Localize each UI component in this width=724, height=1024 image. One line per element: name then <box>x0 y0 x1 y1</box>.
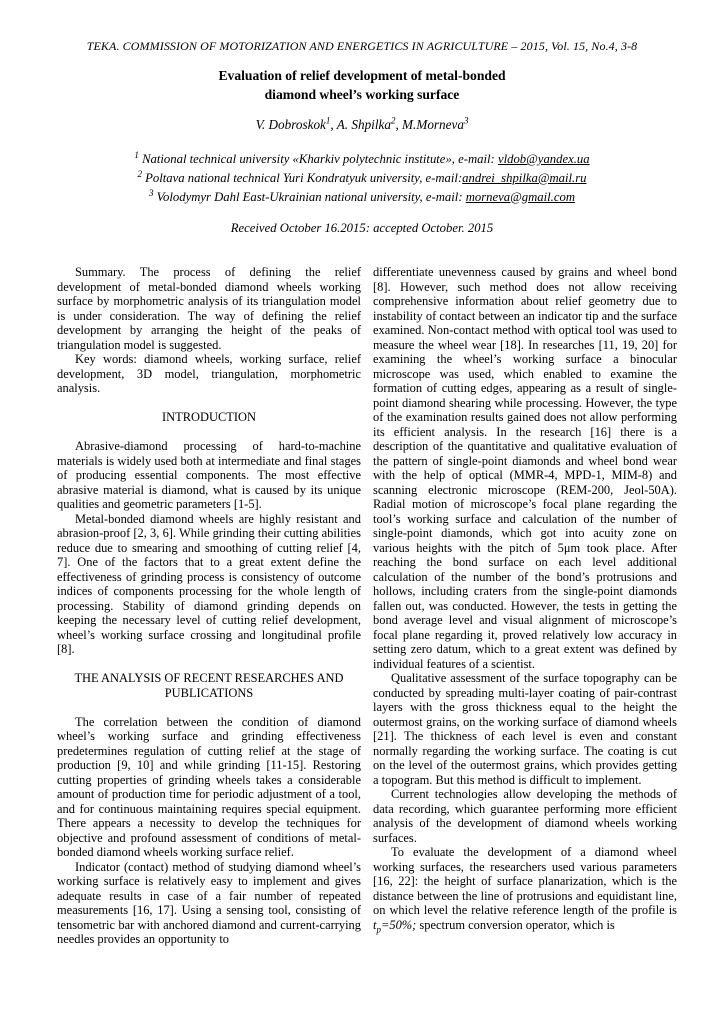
left-column <box>57 265 361 947</box>
topography-paragraph: Qualitative assessment of the surface topography can be conducted by spreading multi-layer coating of pair-contrast layers with the gross thickness equal to the height the outermost grains, on the working surface of diamond wheels [21]. The thickness of each level is even and constant normally regarding the working surface. The coating is cut on the level of the outermost grains, which provides getting a topogram. But this method is difficult to implement. <box>373 671 677 787</box>
affiliation-1-text: National technical university «Kharkiv polytechnic institute», e-mail: <box>138 152 498 166</box>
author-3-name: , M.Morneva <box>395 117 464 132</box>
introduction-paragraph-1: Abrasive-diamond processing of hard-to-machine materials is widely used both at intermediate and final stages of producing essential components. The most effective abrasive material is diamond, what is caused by its unique qualities and geometric parameters [1-5]. <box>57 439 361 511</box>
affiliation-1 <box>40 150 684 169</box>
continuation-paragraph: differentiate unevenness caused by grains and wheel bond [8]. However, such method does not allow receiving comprehensive information about relief geometry due to instability of contact between an indicator tip and the surface examined. Non-contact method with optical tool was used to measure the wheel wear [18]. In researches [11, 19, 20] for examining the wheel’s working surface a binocular microscope was used, which enabled to examine the formation of cutting edges, appearing as a result of single-point diamond shearing while processing. However, the type of the examination results gained does not allow performing its efficient analysis. In the research [16] there is a description of the quantitative and qualitative evaluation of the pattern of single-point diamonds and wheel bond wear with the help of optical (MMR-4, MPD-1, MIM-8) and scanning electronic microscope (REM-200, Jeol-50A). Radial motion of microscope’s focal plane regarding the tool’s working surface and calculation of the number of single-point diamonds, which got into acuity zone on various heights with the pitch of 5μm took place. After reaching the bond surface on each level additional calculation of the number of the bond’s protrusions and hollows, including craters from the single-point diamonds fallen out, was conducted. However, the tests in getting the bond average level and visual alignment of microscope’s focal plane regarding it, proved relatively low accuracy in setting zero datum, which to a great extent was defined by individual features of a scientist. <box>373 265 677 671</box>
current-technologies-paragraph: Current technologies allow developing the methods of data recording, which guarantee performing more efficient analysis of the development of diamond wheels working surfaces. <box>373 787 677 845</box>
section-heading-analysis: THE ANALYSIS OF RECENT RESEARCHES AND PUBLICATIONS <box>74 671 344 700</box>
affiliation-1-num: 1 <box>134 149 139 160</box>
analysis-paragraph-2: Indicator (contact) method of studying diamond wheel’s working surface is relatively easy to implement and gives adequate results in case of a fair number of repeated measurements [16, 17]. Using a sensing tool, consisting of tensometric bar with anchored diamond and current-carrying needles provides an opportunity to <box>57 859 361 946</box>
affiliations-block <box>40 150 684 206</box>
evaluate-parameters-paragraph <box>373 845 677 932</box>
author-1-name: V. Dobroskok <box>255 117 326 132</box>
affiliation-3-num: 3 <box>149 187 154 198</box>
right-column <box>373 265 677 932</box>
author-3-sup: 3 <box>463 115 469 126</box>
paper-title-line-1: Evaluation of relief development of metal-bonded <box>218 68 506 83</box>
received-accepted-line: Received October 16.2015: accepted October. 2015 <box>230 221 494 235</box>
affiliation-2-text: Poltava national technical Yuri Kondratyuk university, e-mail: <box>141 170 463 185</box>
author-1-sup: 1 <box>325 115 331 126</box>
formula-equals-value: =50%; <box>380 917 417 932</box>
affiliation-2-email-link[interactable]: andrei_shpilka@mail.ru <box>462 170 587 185</box>
author-2-name: , A. Shpilka <box>330 117 391 132</box>
affiliation-3 <box>40 188 684 207</box>
evaluate-paragraph-text-post: spectrum conversion operator, which is <box>416 917 615 932</box>
keywords-paragraph: Key words: diamond wheels, working surface, relief development, 3D model, triangulation, morphometric analysis. <box>57 352 361 395</box>
journal-header: TEKA. COMMISSION OF MOTORIZATION AND ENERGETICS IN AGRICULTURE – 2015, Vol. 15, No.4, 3-8 <box>86 39 638 53</box>
formula-subscript: p <box>376 923 381 934</box>
affiliation-3-email-link[interactable]: morneva@gmail.com <box>465 189 575 204</box>
introduction-paragraph-2: Metal-bonded diamond wheels are highly resistant and abrasion-proof [2, 3, 6]. While grinding their cutting abilities reduce due to smearing and smoothing of cutting relief [4, 7]. One of the factors that to a great extent define the effectiveness of grinding process is consistency of outcome indices of components processing for the whole length of processing. Stability of diamond grinding depends on keeping the necessary level of cutting relief development, wheel’s working surface crossing and longitudinal profile [8]. <box>57 511 361 656</box>
affiliation-1-email-link[interactable]: vldob@yandex.ua <box>497 152 590 166</box>
section-heading-introduction: INTRODUCTION <box>162 410 256 424</box>
summary-paragraph: Summary. The process of defining the relief development of metal-bonded diamond wheels working surface by morphometric analysis of its triangulation model is under consideration. The way of defining the relief development by arranging the height of the peaks of triangulation model is suggested. <box>57 265 361 352</box>
affiliation-2 <box>40 169 684 188</box>
affiliation-2-num: 2 <box>137 168 142 179</box>
formula-variable: t <box>373 917 377 932</box>
paper-title-line-2: diamond wheel’s working surface <box>264 87 460 102</box>
affiliation-3-text: Volodymyr Dahl East-Ukrainian national university, e-mail: <box>153 189 466 204</box>
authors-line <box>60 117 664 133</box>
evaluate-paragraph-text-pre: To evaluate the development of a diamond wheel working surfaces, the researchers used various parameters [16, 22]: the height of surface planarization, which is the distance between the line of protrusions and equidistant line, on which level the relative reference length of the profile is <box>373 845 677 917</box>
tp-50-percent-formula <box>373 918 416 932</box>
analysis-paragraph-1: The correlation between the condition of diamond wheel’s working surface and grinding effectiveness predetermines regulation of cutting relief at the stage of production [9, 10] and while grinding [11-15]. Restoring cutting properties of grinding wheels takes a considerable amount of production time for periodic adjustment of a tool, and for continuous maintaining requires special equipment. There appears a necessity to develop the techniques for objective and profound assessment of conditions of metal-bonded diamond wheels working surface relief. <box>57 714 361 859</box>
paper-title <box>60 66 664 104</box>
author-2-sup: 2 <box>390 115 396 126</box>
